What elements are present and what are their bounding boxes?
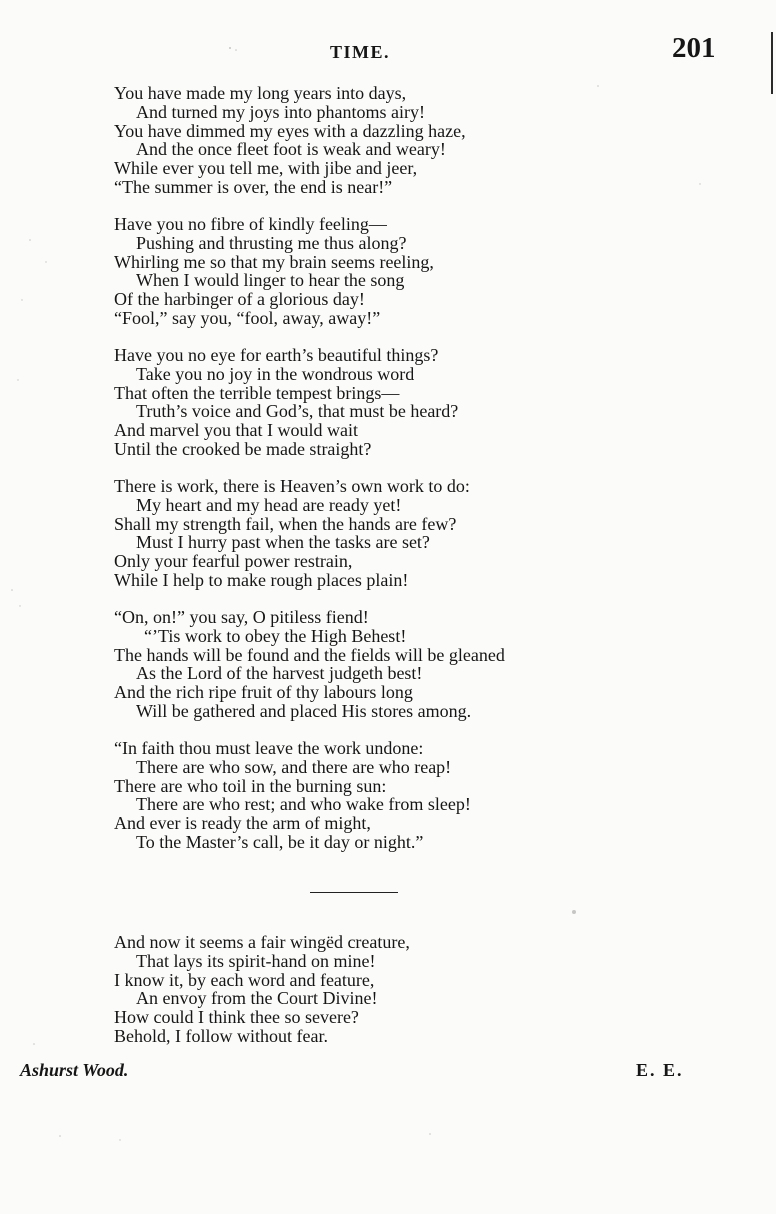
- poem-line: Behold, I follow without fear.: [114, 1025, 328, 1046]
- poem-line: Of the harbinger of a glorious day!: [114, 289, 365, 309]
- poem-line: There are who toil in the burning sun:: [114, 775, 387, 796]
- poem-line: As the Lord of the harvest judgeth best!: [136, 663, 423, 684]
- page-edge-line: [771, 32, 773, 94]
- poem-line: Only your fearful power restrain,: [114, 551, 353, 571]
- poem-line: Must I hurry past when the tasks are set?: [136, 532, 430, 553]
- poem-line: I know it, by each word and feature,: [114, 969, 375, 990]
- stanza-2: [114, 215, 674, 328]
- poem-line: And the rich ripe fruit of thy labours long: [114, 682, 413, 702]
- poem-line: And ever is ready the arm of might,: [114, 813, 371, 833]
- stanza-4: [114, 477, 674, 590]
- stanza-3: [114, 346, 674, 459]
- poem-line: That lays its spirit-hand on mine!: [136, 950, 376, 971]
- poem-line: My heart and my head are ready yet!: [136, 494, 402, 515]
- signature-block: [0, 1060, 776, 1090]
- poem-line: “The summer is over, the end is near!”: [114, 176, 393, 197]
- poem-line: “In faith thou must leave the work undone:: [114, 738, 424, 758]
- poem-line: While ever you tell me, with jibe and jeer,: [114, 158, 418, 178]
- poem-line: An envoy from the Court Divine!: [136, 988, 378, 1009]
- poem-line: There are who rest; and who wake from sleep!: [136, 794, 471, 815]
- poem-line: While I help to make rough places plain!: [114, 569, 409, 590]
- poem-line: Shall my strength fail, when the hands are few?: [114, 513, 457, 534]
- poem-line: Will be gathered and placed His stores among.: [136, 700, 472, 721]
- poem-line: “’Tis work to obey the High Behest!: [144, 625, 407, 646]
- poem-line: The hands will be found and the fields will be gleaned: [114, 644, 505, 665]
- poem-line: Take you no joy in the wondrous word: [136, 363, 415, 384]
- poem-line: And marvel you that I would wait: [114, 420, 358, 440]
- stanza-1: [114, 84, 674, 197]
- poem-line: And turned my joys into phantoms airy!: [136, 101, 425, 122]
- poem-line: That often the terrible tempest brings—: [114, 382, 400, 403]
- poem-line: Pushing and thrusting me thus along?: [136, 232, 407, 253]
- poem-line: You have made my long years into days,: [114, 83, 407, 103]
- poem-line: Truth’s voice and God’s, that must be heard?: [136, 401, 459, 422]
- stanza-5: [114, 608, 674, 721]
- stanza-6: [114, 739, 674, 852]
- poem-line: There are who sow, and there are who reap!: [136, 756, 452, 777]
- poem-line: Whirling me so that my brain seems reeling,: [114, 251, 434, 272]
- poem-line: How could I think thee so severe?: [114, 1007, 359, 1027]
- poem-line: There is work, there is Heaven’s own work to do:: [114, 476, 470, 496]
- poem-line: And now it seems a fair wingëd creature,: [114, 932, 410, 952]
- poem-line: Have you no fibre of kindly feeling—: [114, 214, 387, 234]
- poem-line: You have dimmed my eyes with a dazzling haze,: [114, 120, 466, 141]
- page-number: 201: [672, 32, 716, 64]
- poem-line: To the Master’s call, be it day or night.”: [136, 831, 424, 852]
- page-header: [0, 32, 776, 72]
- poem-line: “Fool,” say you, “fool, away, away!”: [114, 307, 381, 328]
- poem: [114, 84, 674, 1064]
- running-head: TIME.: [330, 42, 391, 62]
- poem-line: Until the crooked be made straight?: [114, 438, 372, 459]
- stanza-7: [114, 933, 674, 1046]
- poem-line: Have you no eye for earth’s beautiful things?: [114, 345, 439, 365]
- section-divider: [310, 892, 398, 894]
- poem-line: And the once fleet foot is weak and weary!: [136, 139, 446, 160]
- signature-place: Ashurst Wood.: [20, 1060, 129, 1080]
- poem-line: “On, on!” you say, O pitiless fiend!: [114, 607, 369, 627]
- signature-author: E. E.: [636, 1060, 684, 1080]
- poem-line: When I would linger to hear the song: [136, 270, 405, 291]
